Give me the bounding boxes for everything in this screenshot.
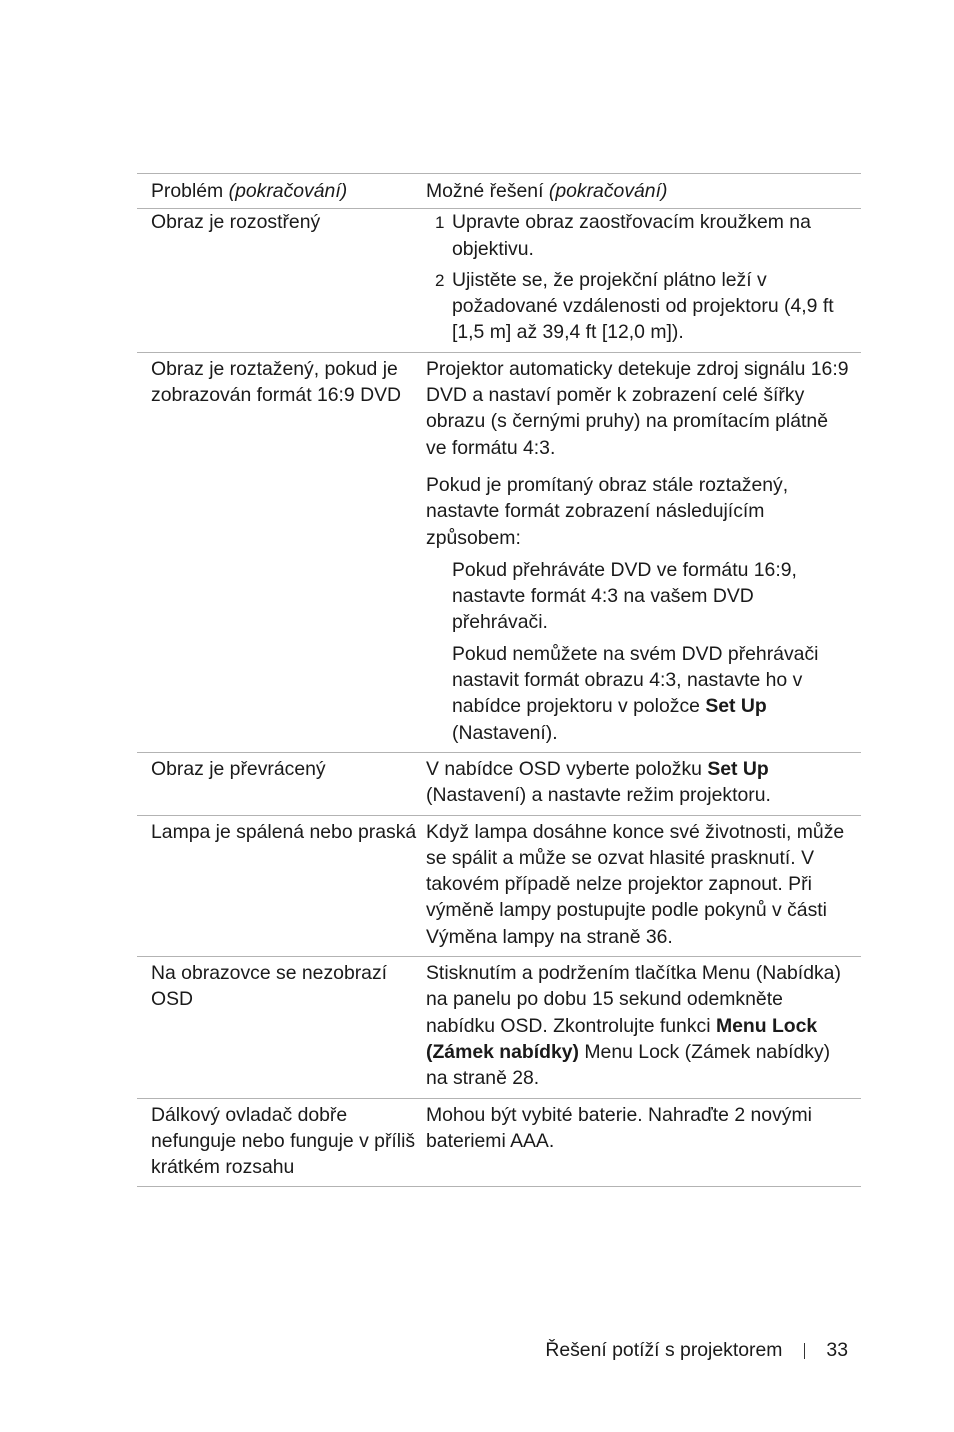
footer-divider (804, 1343, 805, 1359)
table-row (137, 208, 861, 351)
problem-cell: Dálkový ovladač dobře nefunguje nebo funguje v příliš krátkém rozsahu (151, 1103, 416, 1179)
problem-cell: Obraz je rozostřený (151, 211, 321, 234)
page-number: 33 (826, 1339, 848, 1361)
footer-section-title: Řešení potíží s projektorem (545, 1339, 783, 1361)
list-item: 1 Upravte obraz zaostřovacím kroužkem na objektivu. (435, 211, 811, 260)
problem-cell: Na obrazovce se nezobrazí OSD (151, 962, 388, 1011)
solution-cell (426, 209, 861, 345)
header-solution: Možné řešení (pokračování) (426, 180, 668, 202)
table-row (137, 956, 861, 1097)
troubleshooting-table (137, 173, 861, 1187)
table-row (137, 1098, 861, 1187)
table-row (137, 752, 861, 815)
sub-item: Pokud nemůžete na svém DVD přehrávači nastavit formát obrazu 4:3, nastavte ho v nabídce projektoru v položce Set Up (Nastavení). (452, 642, 819, 744)
solution-cell: Projektor automaticky detekuje zdroj signálu 16:9 DVD a nastaví poměr k zobrazení celé šířky obrazu (s černými pruhy) na promítacím plátně ve formátu 4:3. Pokud je promítaný obraz stále roztažený, nastavte formát zobrazení následujícím způsobem: Pokud přehráváte DVD ve formátu 16:9, nastavte formát 4:3 na vašem DVD přehrávači. Pokud nemůžete na svém DVD přehrávači nastavit formát obrazu 4:3, nastavte ho v nabídce projektoru v položce Set Up (Nastavení). (426, 356, 861, 746)
table-header (137, 174, 861, 210)
problem-cell: Obraz je roztažený, pokud je zobrazován formát 16:9 DVD (151, 357, 402, 407)
solution-cell: Když lampa dosáhne konce své životnosti, může se spálit a může se ozvat hlasité prasknutí. V takovém případě nelze projektor zapnout. Při výměně lampy postupujte podle pokynů v části Výměna lampy na straně 36. (426, 820, 845, 948)
solution-cell: V nabídce OSD vyberte položku Set Up (Nastavení) a nastavte režim projektoru. (426, 757, 771, 807)
table-row (137, 352, 861, 752)
problem-cell: Obraz je převrácený (151, 757, 326, 780)
solution-cell: Mohou být vybité baterie. Nahraďte 2 novými bateriemi AAA. (426, 1103, 812, 1152)
list-item: 2 Ujistěte se, že projekční plátno leží v požadované vzdálenosti od projektoru (4,9 ft [1,5 m] až 39,4 ft [12,0 m]). (435, 268, 834, 344)
header-problem: Problém (pokračování) (151, 180, 348, 202)
solution-cell: Stisknutím a podržením tlačítka Menu (Nabídka) na panelu po dobu 15 sekund odemkněte nabídku OSD. Zkontrolujte funkci Menu Lock (Zámek nabídky) Menu Lock (Zámek nabídky) na straně 28. (426, 962, 841, 1090)
problem-cell: Lampa je spálená nebo praská (151, 820, 417, 843)
page-footer (545, 1339, 848, 1362)
table-row (137, 815, 861, 956)
